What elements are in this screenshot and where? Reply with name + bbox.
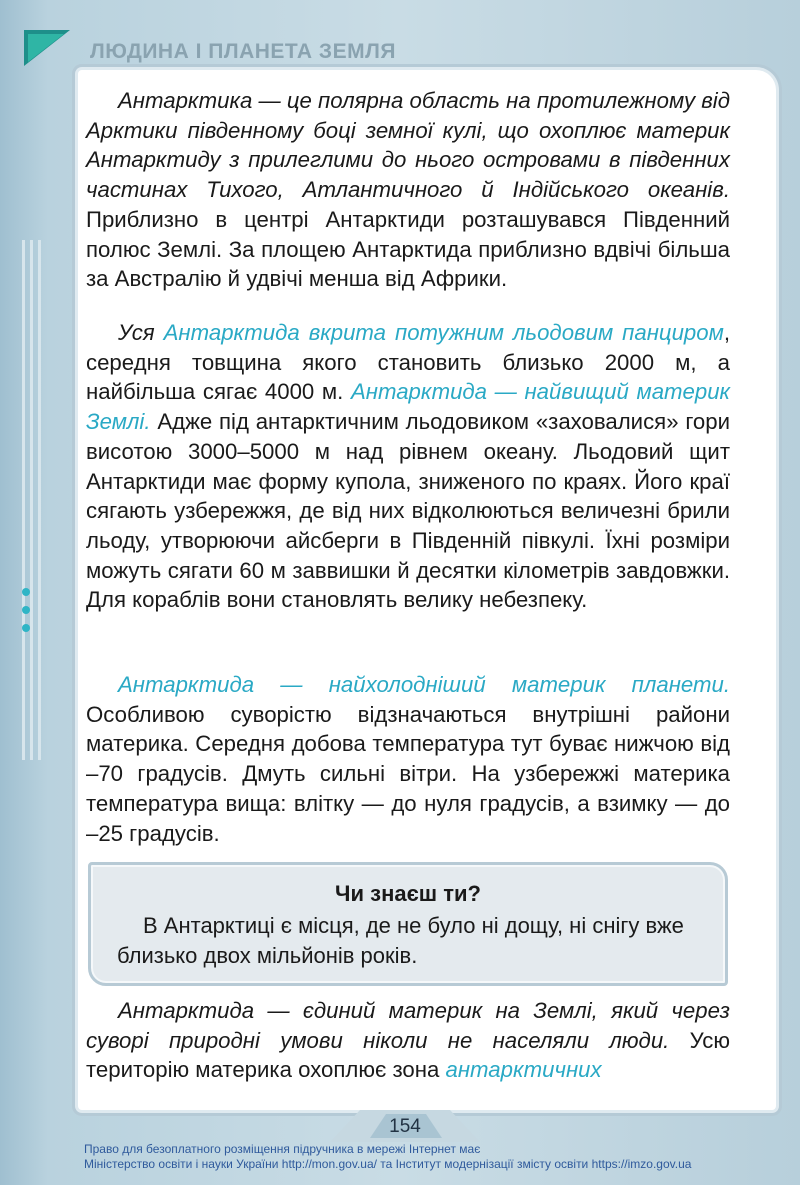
footer-line-2: Міністерство освіти і науки України http://mon.gov.ua/ та Інститут модернізації змісту освіти https://imzo.gov.ua xyxy=(84,1157,692,1171)
paragraph-cold xyxy=(86,670,730,848)
people-definition: Антарктида — єдиний материк на Землі, який через суворі природні умови ніколи не населяли люди. xyxy=(86,998,730,1053)
ice-mid: , середня товщина якого становить близько 2000 м, а найбільша сягає 4000 м. xyxy=(86,320,730,405)
cold-highlight: Антарктида — найхолодніший материк планети. xyxy=(118,672,730,697)
people-rest: Усю територію материка охоплює зона xyxy=(86,1027,730,1083)
paragraph-ice xyxy=(86,318,730,615)
left-dots xyxy=(22,588,30,642)
decorative-dot-icon xyxy=(22,624,30,632)
cold-rest: Особливою суворістю відзначаються внутрішні райони материка. Середня добова температура тут буває нижчою від –70 градусів. Дмуть сильні вітри. На узбережжі материка температура вища: влітку — до нуля градусів, а взимку — до –25 градусів. xyxy=(86,701,730,846)
paragraph-people xyxy=(86,996,730,1085)
left-decoration xyxy=(22,240,52,760)
footer-line-1: Право для безоплатного розміщення підручника в мережі Інтернет має xyxy=(84,1142,481,1156)
decorative-dot-icon xyxy=(22,588,30,596)
copyright-footer xyxy=(84,1142,764,1172)
ice-highlight: Антарктида вкрита потужним льодовим панциром xyxy=(154,320,724,345)
ice-rest: Адже під антарктичним льодовиком «заховалися» гори висотою 3000–5000 м над рівнем океану. Льодовий щит Антарктиди має форму купола, зниженого по краях. Його краї сягають узбережжя, де від них відколюються величезні брили льоду, утворюючи айсберги в Південній півкулі. Їхні розміри можуть сягати 60 м заввишки й десятки кілометрів завдовжки. Для кораблів вони становлять велику небезпеку. xyxy=(86,409,730,613)
corner-triangle-icon xyxy=(24,30,70,66)
ice-lead: Уся xyxy=(118,320,155,345)
intro-definition: Антарктика — це полярна область на протилежному від Арктики південному боці земної кулі, що охоплює материк Антарктиду з прилеглими до нього островами в південних частинах Тихого, Атлантичного й Індійського океанів. xyxy=(86,88,730,203)
intro-rest: Приблизно в центрі Антарктиди розташувався Південний полюс Землі. За площею Антарктида приблизно вдвічі більша за Австралію й удвічі менша від Африки. xyxy=(86,206,730,292)
did-you-know-box xyxy=(88,862,728,986)
did-you-know-title: Чи знаєш ти? xyxy=(335,881,481,906)
highest-highlight: Антарктида — найвищий материк Землі. xyxy=(86,379,731,435)
paragraph-intro xyxy=(86,86,730,294)
page-number: 154 xyxy=(389,1116,421,1137)
did-you-know-text: В Антарктиці є місця, де не було ні дощу, ні снігу вже близько двох мільйонів років. xyxy=(117,913,684,968)
chapter-title: ЛЮДИНА І ПЛАНЕТА ЗЕМЛЯ xyxy=(90,40,396,63)
antarctic-zone-link: антарктичних xyxy=(445,1057,602,1083)
decorative-dot-icon xyxy=(22,606,30,614)
